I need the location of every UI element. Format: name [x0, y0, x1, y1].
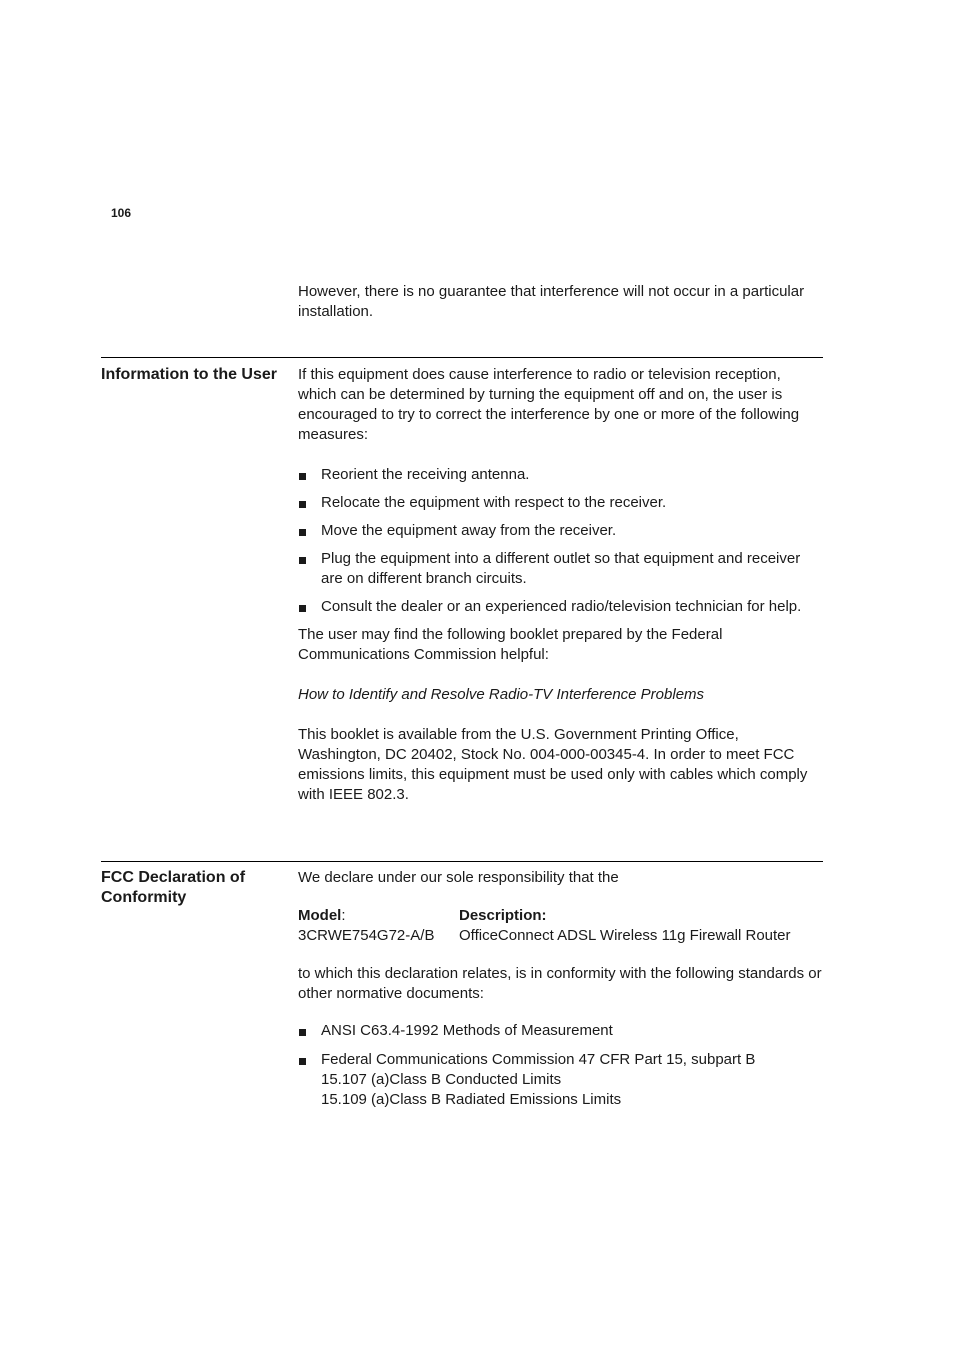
model-value: 3CRWE754G72-A/B: [298, 927, 435, 944]
information-section-body: [298, 365, 822, 805]
list-item-text: Move the equipment away from the receiver.: [321, 522, 617, 539]
bullet-square-icon: [299, 557, 306, 564]
list-item: [298, 1050, 822, 1110]
list-item: [298, 493, 822, 513]
model-description-table: [298, 906, 822, 946]
list-item-line: 15.109 (a)Class B Radiated Emissions Limits: [321, 1091, 622, 1108]
list-item: [298, 521, 822, 541]
bullet-square-icon: [299, 1058, 306, 1065]
list-item: [298, 465, 822, 485]
list-item-text: Reorient the receiving antenna.: [321, 466, 530, 483]
measures-list: [298, 465, 822, 617]
bullet-square-icon: [299, 1029, 306, 1036]
list-item: [298, 1021, 822, 1041]
page-number: 106: [111, 206, 132, 220]
bullet-square-icon: [299, 605, 306, 612]
list-item-line: Federal Communications Commission 47 CFR Part 15, subpart B: [321, 1051, 756, 1068]
section-heading-information-to-user: Information to the User: [101, 366, 278, 383]
intro-paragraph: [298, 282, 822, 322]
model-label-colon: :: [341, 907, 346, 924]
description-value: OfficeConnect ADSL Wireless 11g Firewall Router: [459, 927, 791, 944]
intro-text: However, there is no guarantee that interference will not occur in a particular installation.: [298, 283, 805, 320]
model-label-cell: [298, 906, 459, 926]
conformity-text: to which this declaration relates, is in conformity with the following standards or other normative documents:: [298, 965, 822, 1002]
list-item-text: Plug the equipment into a different outlet so that equipment and receiver are on different branch circuits.: [321, 550, 801, 587]
fcc-section-body: [298, 868, 822, 1110]
bullet-square-icon: [299, 501, 306, 508]
section-heading-fcc-declaration: FCC Declaration of Conformity: [101, 869, 246, 906]
standards-list: [298, 1021, 822, 1110]
booklet-title: How to Identify and Resolve Radio-TV Interference Problems: [298, 686, 705, 703]
list-item-text: Relocate the equipment with respect to the receiver.: [321, 494, 667, 511]
list-item: [298, 597, 822, 617]
declaration-text: We declare under our sole responsibility that the: [298, 869, 619, 886]
booklet-info: This booklet is available from the U.S. Government Printing Office, Washington, DC 20402, Stock No. 004-000-00345-4. In order to meet FCC emissions limits, this equipment must be used only with cables which comply with IEEE 802.3.: [298, 726, 808, 803]
section-divider: [101, 357, 823, 358]
bullet-square-icon: [299, 529, 306, 536]
info-paragraph: If this equipment does cause interference to radio or television reception, which can be determined by turning the equipment off and on, the user is encouraged to try to correct the interference by one or more of the following measures:: [298, 366, 800, 443]
bullet-square-icon: [299, 473, 306, 480]
description-label: Description:: [459, 907, 547, 924]
list-item-line: 15.107 (a)Class B Conducted Limits: [321, 1071, 562, 1088]
section-divider: [101, 861, 823, 862]
model-label: Model: [298, 907, 342, 924]
list-item-text: ANSI C63.4-1992 Methods of Measurement: [321, 1022, 613, 1039]
list-item-text: Consult the dealer or an experienced radio/television technician for help.: [321, 598, 802, 615]
list-item: [298, 549, 822, 589]
booklet-intro: The user may find the following booklet prepared by the Federal Communications Commission helpful:: [298, 626, 723, 663]
